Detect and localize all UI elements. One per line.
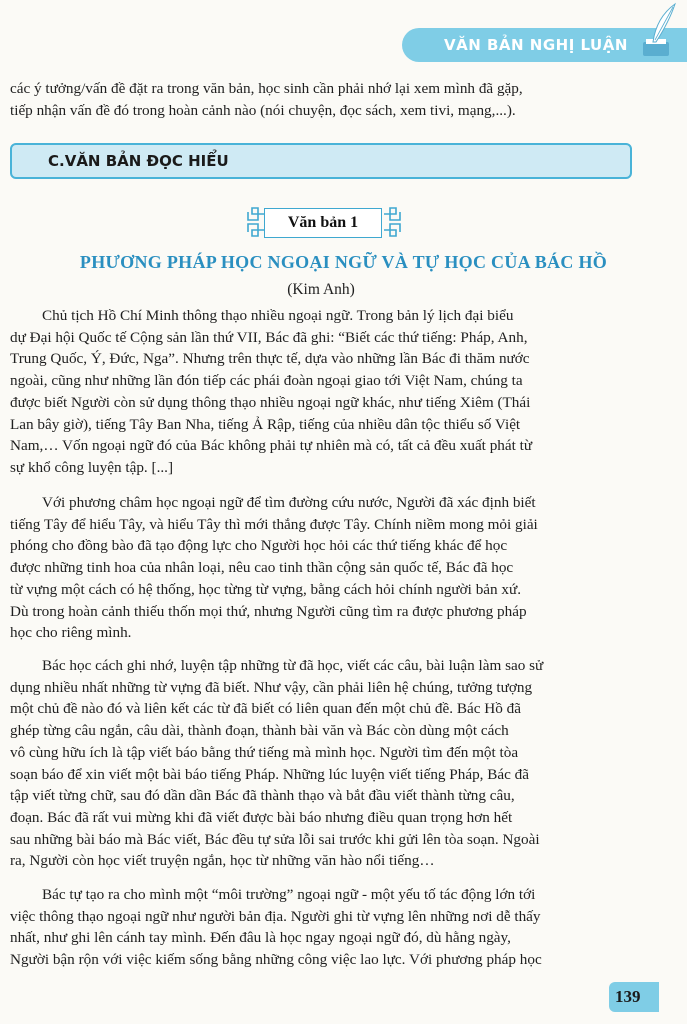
text-line: ngoài, cũng như những lần đón tiếp các phái đoàn ngoại giao tới Việt Nam, chúng ta: [10, 372, 523, 390]
text-line: phóng cho đồng bào đã tạo động lực cho Người học hỏi các thứ tiếng khác để học: [10, 537, 508, 555]
text-line: dụng nhiều nhất những từ vựng đã biết. Như vậy, cần phải liên hệ chúng, tưởng tượng: [10, 678, 533, 696]
text-line: ra, Người còn học viết truyện ngắn, học từ những văn hào nổi tiếng…: [10, 852, 435, 870]
text-line: sự khổ công luyện tập. [...]: [10, 458, 174, 476]
document-title: PHƯƠNG PHÁP HỌC NGOẠI NGỮ VÀ TỰ HỌC CỦA BÁC HỒ: [79, 252, 608, 272]
document-author: (Kim Anh): [287, 281, 355, 298]
text-line: Bác tự tạo ra cho mình một “môi trường” ngoại ngữ - một yếu tố tác động lớn tới: [42, 886, 536, 903]
header-title: VĂN BẢN NGHỊ LUẬN: [444, 36, 628, 54]
text-line: soạn báo để xin viết một bài báo tiếng Pháp. Những lúc luyện viết tiếng Pháp, Bác đã: [10, 765, 530, 783]
paragraph-2: [10, 492, 630, 644]
text-line: nhất, như ghi lên cánh tay mình. Đến đâu là học ngay ngoại ngữ đó, dù hằng ngày,: [10, 929, 511, 947]
quill-icon: [631, 2, 681, 58]
text-line: Dù trong hoàn cảnh thiếu thốn mọi thứ, nhưng Người cũng tìm ra được phương pháp: [10, 602, 527, 620]
paragraph-3: [10, 655, 630, 872]
page-number-tab: [609, 982, 659, 1012]
text-line: Bác học cách ghi nhớ, luyện tập những từ đã học, viết các câu, bài luận làm sao sử: [42, 657, 544, 674]
text-line: Lan bây giờ), tiếng Tây Ban Nha, tiếng Ả Rập, tiếng của nhiều dân tộc thiểu số Việt: [10, 415, 521, 433]
text-line: Người bận rộn với việc kiếm sống bằng những công việc lao lực. Với phương pháp học: [10, 951, 542, 969]
section-title: C.VĂN BẢN ĐỌC HIỂU: [48, 152, 229, 170]
text-line: một chủ đề nào đó và liên kết các từ đã biết có liên quan đến một chủ đề. Bác Hồ đã: [10, 700, 521, 718]
page-number: 139: [615, 987, 641, 1006]
text-line: Trung Quốc, Ý, Đức, Nga”. Nhưng trên thực tế, dựa vào những lần Bác đi thăm nước: [10, 350, 530, 368]
text-line: việc thông thạo ngoại ngữ như người bản địa. Người ghi từ vựng lên những nơi dễ thấy: [10, 907, 541, 925]
text-line: Với phương châm học ngoại ngữ để tìm đường cứu nước, Người đã xác định biết: [42, 494, 536, 511]
text-line: từ vựng một cách có hệ thống, học từng từ vựng, bằng cách hỏi chính người bản xứ.: [10, 580, 522, 598]
section-header: [10, 143, 632, 179]
text-line: được những tinh hoa của nhân loại, nêu cao tinh thần cộng sản quốc tế, Bác đã học: [10, 559, 514, 577]
intro-text: [10, 78, 630, 121]
text-line: dự Đại hội Quốc tế Cộng sản lần thứ VII, Bác đã ghi: “Biết các thứ tiếng: Pháp, Anh,: [10, 328, 528, 346]
paragraph-4: [10, 884, 630, 971]
document-label: Văn bản 1: [264, 208, 382, 238]
document-label-frame: [244, 204, 404, 244]
text-line: đoạn. Bác đã rất vui mừng khi đã viết được bài báo nhưng điều quan trọng hơn hết: [10, 808, 513, 826]
text-line: tiếp nhận vấn đề đó trong hoàn cảnh nào (nói chuyện, đọc sách, xem tivi, mạng,...).: [10, 101, 516, 119]
text-line: sau những bài báo mà Bác viết, Bác đều tự sửa lỗi sai trước khi gửi lên tòa soạn. Ngoài: [10, 830, 540, 848]
text-line: tập viết từng chữ, sau đó dần dần Bác đã thành thạo và bắt đầu viết thành từng câu,: [10, 787, 515, 805]
text-line: tiếng Tây để hiểu Tây, và hiểu Tây thì mới thắng được Tây. Chính niềm mong mỏi giải: [10, 515, 538, 533]
text-line: vô cùng hữu ích là tập viết báo bằng thứ tiếng mà mình học. Người tìm đến một tòa: [10, 743, 519, 761]
text-line: Chủ tịch Hồ Chí Minh thông thạo nhiều ngoại ngữ. Trong bản lý lịch đại biểu: [42, 307, 514, 324]
text-line: học cho riêng mình.: [10, 624, 132, 642]
text-line: Nam,… Vốn ngoại ngữ đó của Bác không phải tự nhiên mà có, tất cả đều xuất phát từ: [10, 437, 533, 455]
header-banner: [402, 28, 687, 62]
paragraph-1: [10, 305, 630, 479]
text-line: được biết Người còn sử dụng thông thạo nhiều ngoại ngữ khác, như tiếng Xiêm (Thái: [10, 393, 531, 411]
text-line: ghép từng câu ngắn, câu dài, thành đoạn, thành bài văn và Bác còn dùng một cách: [10, 722, 509, 740]
text-line: các ý tưởng/vấn đề đặt ra trong văn bản, học sinh cần phải nhớ lại xem mình đã gặp,: [10, 80, 523, 97]
